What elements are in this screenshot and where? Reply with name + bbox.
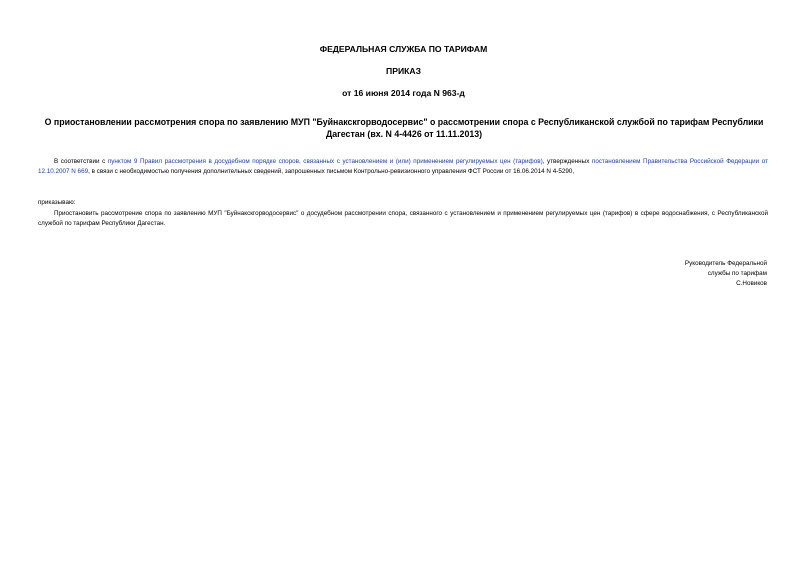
signatory-name: С.Новиков xyxy=(736,280,767,287)
preamble-text-2: , утвержденных xyxy=(542,158,592,165)
document-type: ПРИКАЗ xyxy=(386,66,421,76)
rules-point-9-link[interactable]: пунктом 9 Правил рассмотрения в досудебном порядке споров, связанных с установлением и (или) применением регулируемых цен (тарифов) xyxy=(107,158,543,165)
signatory-position-line-1: Руководитель Федеральной xyxy=(684,260,767,267)
agency-title: ФЕДЕРАЛЬНАЯ СЛУЖБА ПО ТАРИФАМ xyxy=(319,44,488,54)
preamble-text-3: , в связи с необходимостью получения дополнительных сведений, запрошенных письмом Контрольно-ревизионного управления ФСТ России от 16.06.2014 N 4-5290, xyxy=(88,168,575,175)
order-word: приказываю: xyxy=(38,199,76,206)
order-text: Приостановить рассмотрение спора по заявлению МУП "Буйнакскгорводосервис" о досудебном рассмотрении спора, связанного с установлением и применением регулируемых цен (тарифов) в сфере водоснабжения, с Республиканской службой по тарифам Республики Дагестан. xyxy=(38,210,768,227)
order-paragraph xyxy=(38,209,768,229)
document-subject: О приостановлении рассмотрения спора по заявлению МУП "Буйнакскгорводосервис" о рассмотрении спора с Республиканской службой по тарифам Республики Дагестан (вх. N 4-4426 от 11.11.2013) xyxy=(44,117,764,139)
government-decree-link[interactable]: постановлением Правительства Российской Федерации от 12.10.2007 N 669 xyxy=(38,158,769,175)
preamble-text-1: В соответствии с xyxy=(54,158,108,165)
signature-block xyxy=(567,259,767,289)
signatory-position-line-2: службы по тарифам xyxy=(707,270,767,277)
preamble-paragraph xyxy=(38,157,768,177)
document-date-number: от 16 июня 2014 года N 963-д xyxy=(342,88,465,98)
